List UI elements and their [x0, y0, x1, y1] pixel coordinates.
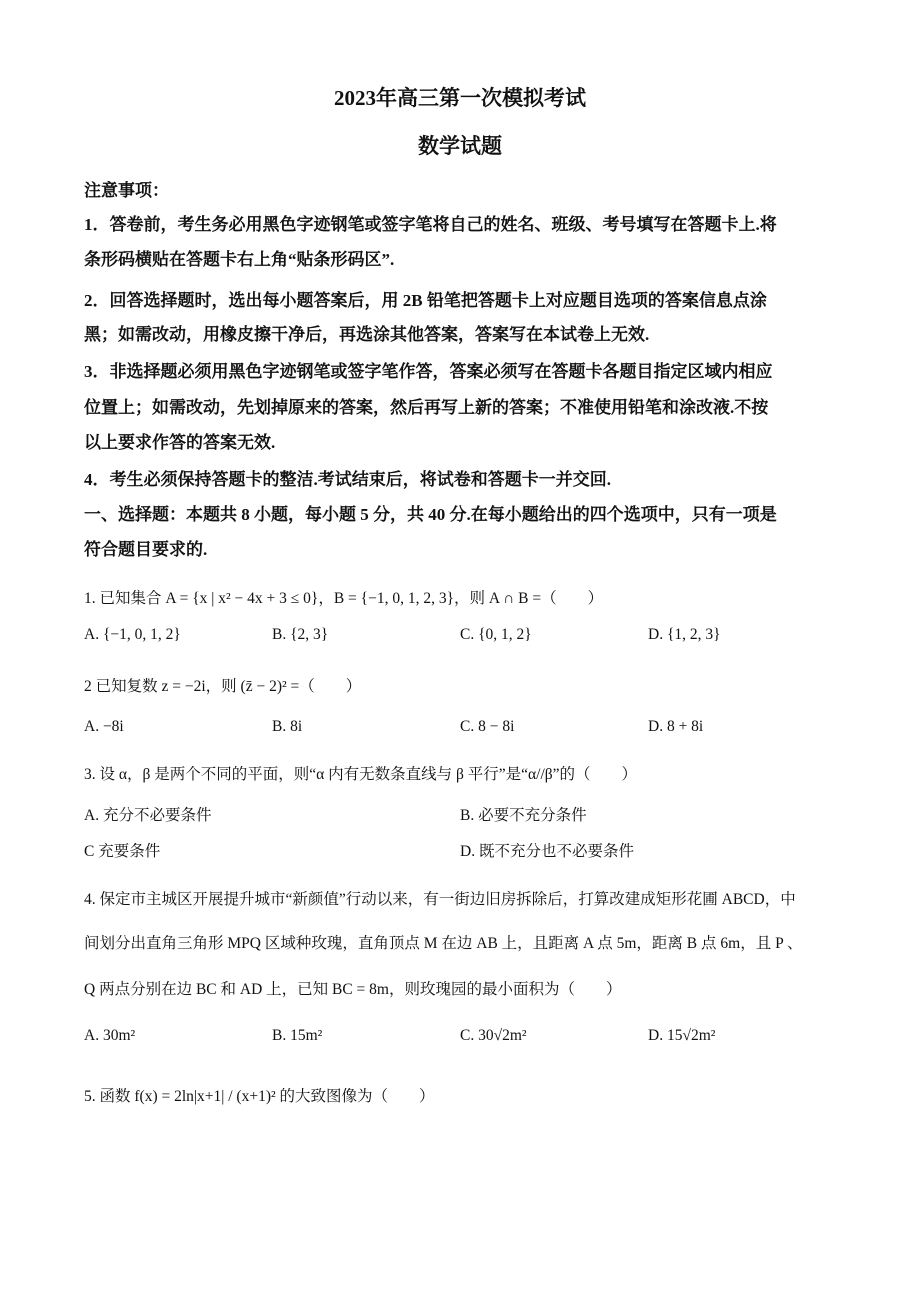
question-2-option-b: B. 8i [272, 718, 303, 735]
question-1-option-d: D. {1, 2, 3} [648, 626, 721, 643]
question-1-option-c: C. {0, 1, 2} [460, 626, 532, 643]
question-2-option-a: A. −8i [84, 718, 124, 735]
section-heading: 一、选择题：本题共 8 小题，每小题 5 分，共 40 分.在每小题给出的四个选项中，只有一项是 [84, 505, 777, 524]
question-1-stem: 1. 已知集合 A = {x | x² − 4x + 3 ≤ 0}，B = {−1, 0, 1, 2, 3}，则 A ∩ B =（ ） [84, 590, 604, 607]
question-1-option-b: B. {2, 3} [272, 626, 329, 643]
exam-title: 2023年高三第一次模拟考试 [334, 86, 586, 110]
question-4-stem-line: 间划分出直角三角形 MPQ 区域种玫瑰，直角顶点 M 在边 AB 上，且距离 A 点 5m，距离 B 点 6m，且 P 、 [84, 935, 803, 952]
question-2-option-d: D. 8 + 8i [648, 718, 704, 735]
notice-line: 1．答卷前，考生务必用黑色字迹钢笔或签字笔将自己的姓名、班级、考号填写在答题卡上.将 [84, 215, 777, 234]
notice-heading: 注意事项： [84, 181, 169, 200]
question-2-option-c: C. 8 − 8i [460, 718, 515, 735]
question-4-option-a: A. 30m² [84, 1027, 136, 1044]
question-2-stem: 2 已知复数 z = −2i，则 (z̄ − 2)² =（ ） [84, 678, 362, 695]
notice-line: 黑；如需改动，用橡皮擦干净后，再选涂其他答案，答案写在本试卷上无效. [84, 325, 650, 344]
question-3-option-d: D. 既不充分也不必要条件 [460, 843, 634, 860]
notice-line: 位置上；如需改动，先划掉原来的答案，然后再写上新的答案；不准使用铅笔和涂改液.不按 [84, 398, 769, 417]
question-4-stem-line: 4. 保定市主城区开展提升城市“新颜值”行动以来，有一街边旧房拆除后，打算改建成矩形花圃 ABCD，中 [84, 891, 796, 908]
question-1-option-a: A. {−1, 0, 1, 2} [84, 626, 181, 643]
notice-line: 条形码横贴在答题卡右上角“贴条形码区”. [84, 250, 395, 269]
question-4-option-d: D. 15√2m² [648, 1027, 716, 1044]
notice-line: 以上要求作答的答案无效. [84, 433, 276, 452]
section-heading: 符合题目要求的. [84, 540, 208, 559]
question-3-option-a: A. 充分不必要条件 [84, 807, 212, 824]
question-4-option-b: B. 15m² [272, 1027, 323, 1044]
question-4-stem-line: Q 两点分别在边 BC 和 AD 上，已知 BC = 8m，则玫瑰园的最小面积为（ ） [84, 981, 622, 998]
question-5-stem: 5. 函数 f(x) = 2ln|x+1| / (x+1)² 的大致图像为（ ） [84, 1088, 435, 1105]
question-3-option-c: C 充要条件 [84, 843, 161, 860]
question-4-option-c: C. 30√2m² [460, 1027, 527, 1044]
notice-line: 3．非选择题必须用黑色字迹钢笔或签字笔作答，答案必须写在答题卡各题目指定区域内相应 [84, 362, 773, 381]
question-3-option-b: B. 必要不充分条件 [460, 807, 587, 824]
exam-subtitle: 数学试题 [418, 134, 502, 158]
notice-line: 4．考生必须保持答题卡的整洁.考试结束后，将试卷和答题卡一并交回. [84, 470, 611, 489]
notice-line: 2．回答选择题时，选出每小题答案后，用 2B 铅笔把答题卡上对应题目选项的答案信息点涂 [84, 291, 767, 310]
question-3-stem: 3. 设 α，β 是两个不同的平面，则“α 内有无数条直线与 β 平行”是“α//β”的（ ） [84, 766, 638, 783]
